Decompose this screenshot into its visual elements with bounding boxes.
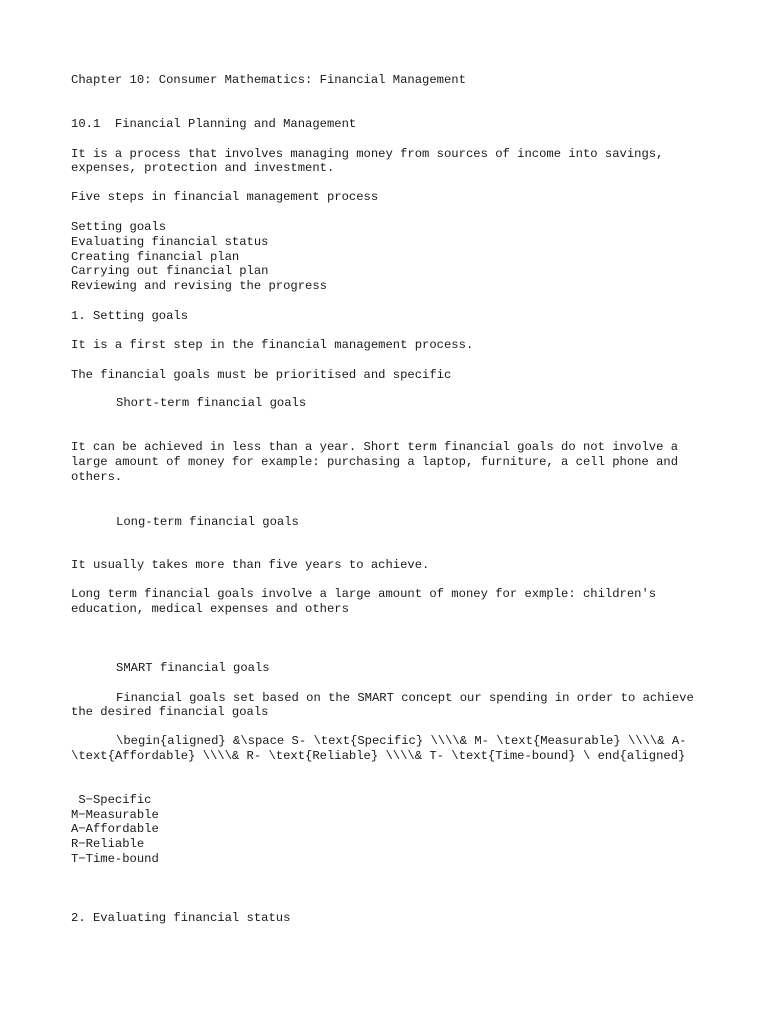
document-page — [71, 73, 711, 926]
steps-heading: Five steps in financial management process — [71, 190, 379, 205]
list-item: A−Affordable — [71, 822, 159, 837]
chapter-title: Chapter 10: Consumer Mathematics: Financial Management — [71, 73, 466, 87]
smart-latex-source: \begin{aligned} &\space S- \text{Specific} \\\\& M- \text{Measurable} \\\\& A- \text{Affordable} \\\\& R- \text{Reliable} \\\\& T- \text{Time-bound} \ end{aligned} — [71, 734, 694, 763]
list-item: T−Time-bound — [71, 851, 159, 866]
smart-list — [71, 793, 711, 867]
smart-paragraph: Financial goals set based on the SMART concept our spending in order to achieve the desired financial goals — [71, 690, 702, 720]
section-title: 10.1 Financial Planning and Management — [71, 116, 357, 131]
long-term-paragraph: Long term financial goals involve a large amount of money for exmple: children's education, medical expenses and others — [71, 587, 664, 616]
step1-text-2: The financial goals must be prioritised and specific — [71, 367, 452, 382]
list-item: Reviewing and revising the progress — [71, 279, 327, 294]
list-item: R−Reliable — [71, 837, 145, 852]
list-item: Setting goals — [71, 219, 167, 234]
step1-heading: 1. Setting goals — [71, 308, 189, 323]
long-term-heading: Long-term financial goals — [116, 514, 299, 529]
steps-list — [71, 220, 711, 294]
list-item: Creating financial plan — [71, 249, 240, 264]
list-item: S−Specific — [71, 792, 152, 807]
list-item: Evaluating financial status — [71, 234, 269, 249]
list-item: M−Measurable — [71, 807, 159, 822]
step1-text: It is a first step in the financial management process. — [71, 337, 474, 352]
list-item: Carrying out financial plan — [71, 264, 269, 279]
smart-heading: SMART financial goals — [116, 660, 270, 675]
short-term-paragraph: It can be achieved in less than a year. Short term financial goals do not involve a large amount of money for example: purchasing a laptop, furniture, a cell phone and others. — [71, 440, 686, 484]
short-term-heading: Short-term financial goals — [116, 396, 307, 411]
step2-heading: 2. Evaluating financial status — [71, 910, 291, 925]
intro-paragraph: It is a process that involves managing money from sources of income into savings, expenses, protection and investment. — [71, 146, 671, 176]
long-term-text-1: It usually takes more than five years to achieve. — [71, 558, 430, 573]
